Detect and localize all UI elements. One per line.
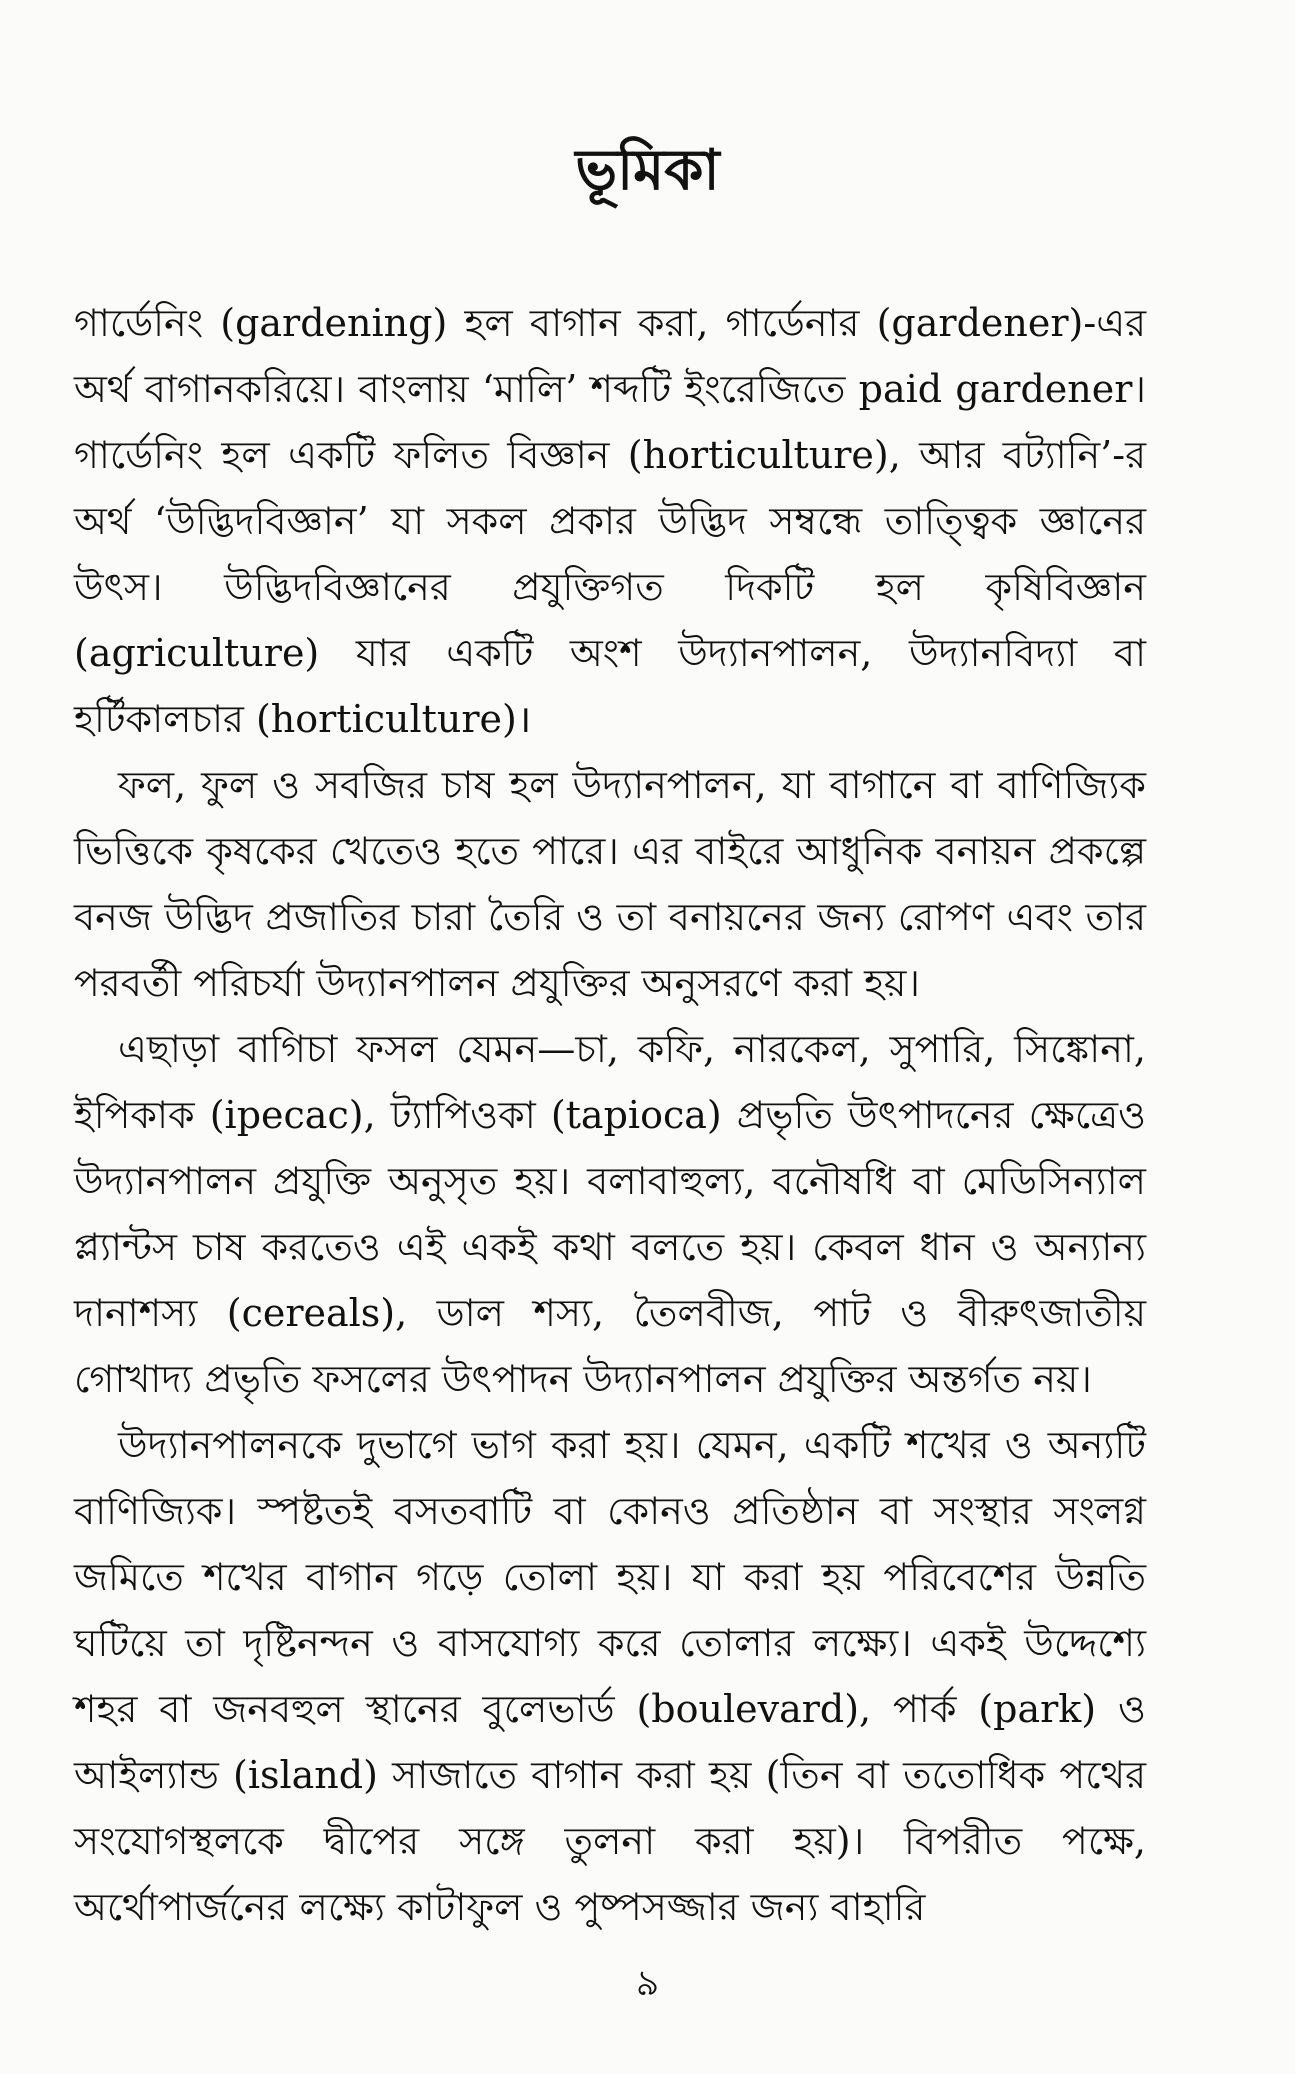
paragraph-2: ফল, ফুল ও সবজির চাষ হল উদ্যানপালন, যা বাগানে বা বাণিজ্যিক ভিত্তিকে কৃষকের খেতেও হতে পারে। এর বাইরে আধুনিক বনায়ন প্রকল্পে বনজ উদ্ভিদ প্রজাতির চারা তৈরি ও তা বনায়নের জন্য রোপণ এবং তার পরবর্তী পরিচর্যা উদ্যানপালন প্রযুক্তির অনুসরণে করা হয়। bbox=[74, 763, 1146, 1005]
body-text bbox=[74, 290, 1146, 1940]
paragraph-4: উদ্যানপালনকে দুভাগে ভাগ করা হয়। যেমন, একটি শখের ও অন্যটি বাণিজ্যিক। স্পষ্টতই বসতবাটি বা কোনও প্রতিষ্ঠান বা সংস্থার সংলগ্ন জমিতে শখের বাগান গড়ে তোলা হয়। যা করা হয় পরিবেশের উন্নতি ঘটিয়ে তা দৃষ্টিনন্দন ও বাসযোগ্য করে তোলার লক্ষ্যে। একই উদ্দেশ্যে শহর বা জনবহুল স্থানের বুলেভার্ড (boulevard), পার্ক (park) ও আইল্যান্ড (island) সাজাতে বাগান করা হয় (তিন বা ততোধিক পথের সংযোগস্থলকে দ্বীপের সঙ্গে তুলনা করা হয়)। বিপরীত পক্ষে, অর্থোপার্জনের লক্ষ্যে কাটাফুল ও পুষ্পসজ্জার জন্য বাহারি bbox=[74, 1423, 1146, 1929]
paragraph-1: গার্ডেনিং (gardening) হল বাগান করা, গার্ডেনার (gardener)-এর অর্থ বাগানকরিয়ে। বাংলায় ‘মালি’ শব্দটি ইংরেজিতে paid gardener। গার্ডেনিং হল একটি ফলিত বিজ্ঞান (horticulture), আর বট্যানি’-র অর্থ ‘উদ্ভিদবিজ্ঞান’ যা সকল প্রকার উদ্ভিদ সম্বন্ধে তাত্ত্বিক জ্ঞানের উৎস। উদ্ভিদবিজ্ঞানের প্রযুক্তিগত দিকটি হল কৃষিবিজ্ঞান (agriculture) যার একটি অংশ উদ্যানপালন, উদ্যানবিদ্যা বা হর্টিকালচার (horticulture)। bbox=[74, 301, 1146, 741]
page-title: ভূমিকা bbox=[575, 137, 720, 203]
paragraph-3: এছাড়া বাগিচা ফসল যেমন—চা, কফি, নারকেল, সুপারি, সিঙ্কোনা, ইপিকাক (ipecac), ট্যাপিওকা (tapioca) প্রভৃতি উৎপাদনের ক্ষেত্রেও উদ্যানপালন প্রযুক্তি অনুসৃত হয়। বলাবাহুল্য, বনৌষধি বা মেডিসিন্যাল প্ল্যান্টস চাষ করতেও এই একই কথা বলতে হয়। কেবল ধান ও অন্যান্য দানাশস্য (cereals), ডাল শস্য, তৈলবীজ, পাট ও বীরুৎজাতীয় গোখাদ্য প্রভৃতি ফসলের উৎপাদন উদ্যানপালন প্রযুক্তির অন্তর্গত নয়। bbox=[74, 1027, 1146, 1401]
page-number: ৯ bbox=[635, 1963, 660, 2004]
